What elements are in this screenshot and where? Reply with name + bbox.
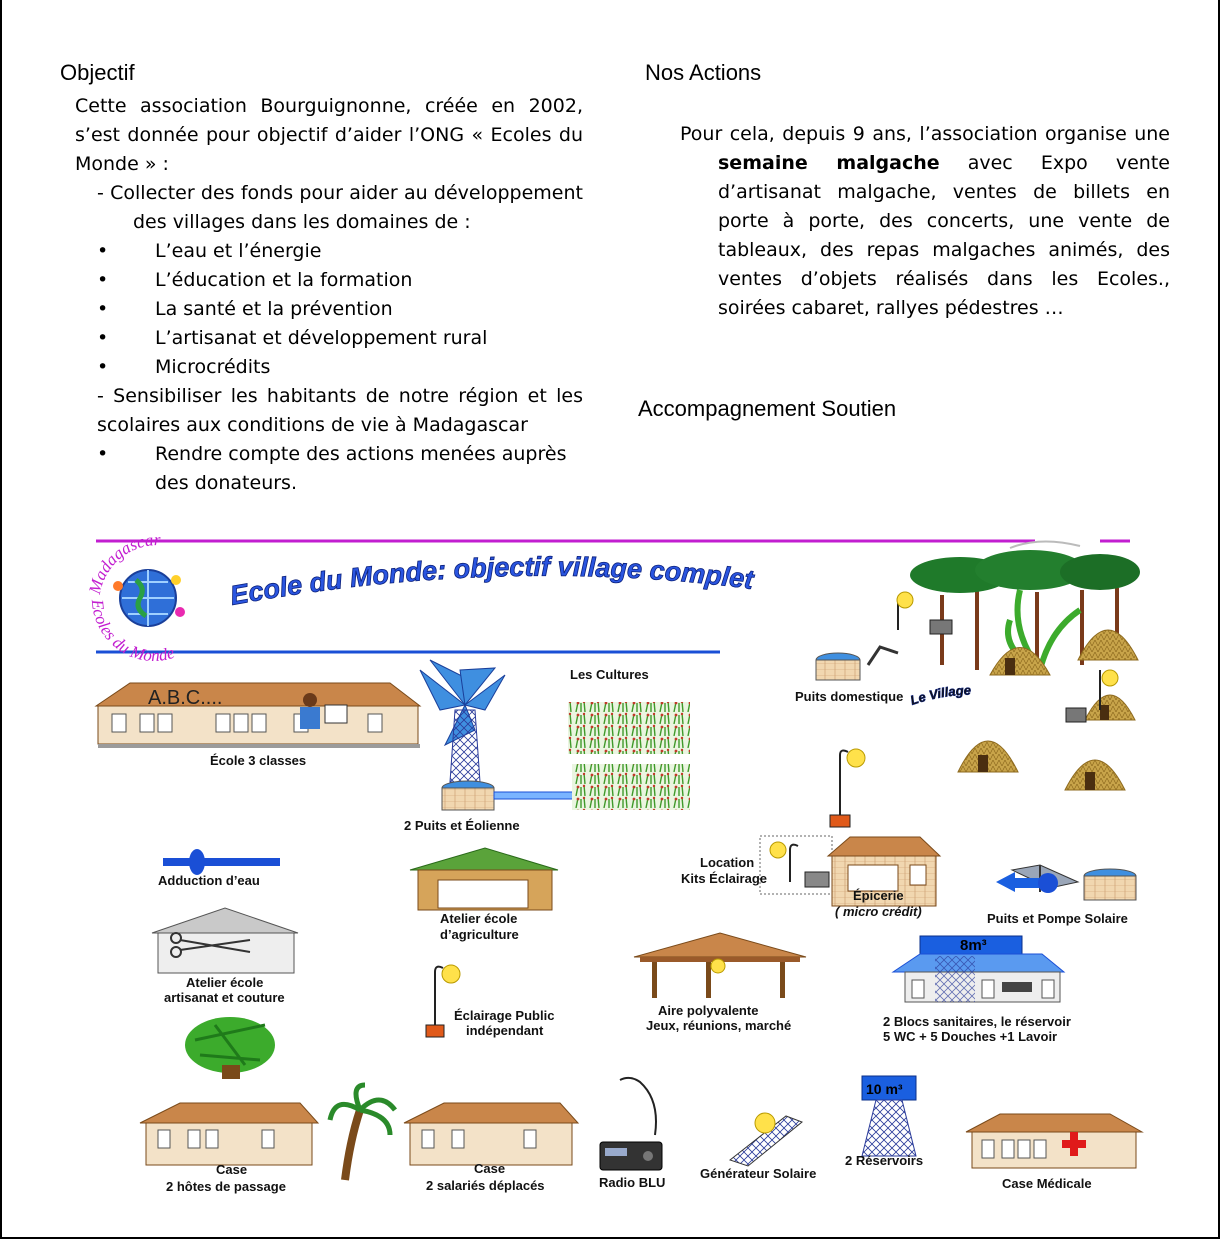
actions-paragraph — [680, 120, 1170, 323]
solar-pump-icon — [996, 865, 1136, 900]
case-hotes-label-2: 2 hôtes de passage — [166, 1179, 286, 1194]
village-diagram — [0, 520, 1220, 1239]
objectif-point-collect-text: - Collecter des fonds pour aider au développement des villages dans les domaines de : — [97, 182, 583, 233]
multipurpose-shelter — [634, 933, 806, 998]
lighting-kit-icon — [770, 842, 829, 887]
coconut-tree-icon — [330, 1085, 395, 1180]
aire-label-2: Jeux, réunions, marché — [646, 1018, 792, 1033]
reservoir-8m3-label: 8m³ — [960, 937, 987, 954]
palm-tree-icon — [185, 1017, 275, 1079]
sanitaires-label-1: 2 Blocs sanitaires, le réservoir — [883, 1014, 1071, 1029]
atelier-agri-label-1: Atelier école — [440, 911, 518, 926]
objectif-heading: Objectif — [60, 60, 135, 85]
report-list — [75, 440, 583, 498]
objectif-point-sensibiliser: - Sensibiliser les habitants de notre région et les scolaires aux conditions de vie à Madagascar — [97, 385, 583, 436]
reservoir-10m3-label: 10 m³ — [866, 1081, 903, 1097]
case-salaries-label-2: 2 salariés déplacés — [426, 1178, 545, 1193]
actions-text-before: Pour cela, depuis 9 ans, l’association organise une — [680, 123, 1170, 145]
battery-icon — [1066, 708, 1086, 722]
svg-text:Le Village — [908, 683, 971, 708]
logo-text-bottom: Ecoles du Monde — [87, 598, 177, 666]
hut-icon — [990, 648, 1050, 676]
location-label-2: Kits Éclairage — [681, 871, 767, 886]
diagram-title: Ecole du Monde: objectif village complet — [227, 551, 756, 611]
report-item: • Rendre compte des actions menées auprès des donateurs. — [75, 440, 583, 498]
actions-text-bold: semaine malgache — [718, 152, 940, 174]
crop-field — [568, 702, 690, 754]
puits-eolienne-label: 2 Puits et Éolienne — [404, 818, 520, 833]
staff-house-building — [404, 1103, 578, 1165]
cultures-label: Les Cultures — [570, 667, 649, 682]
objectif-point-collect — [75, 179, 583, 237]
soutien-heading: Accompagnement Soutien — [638, 396, 897, 421]
actions-heading: Nos Actions — [645, 60, 762, 85]
domestic-well-icon — [816, 647, 898, 680]
atelier-art-label-1: Atelier école — [186, 975, 264, 990]
medical-house-building — [966, 1114, 1142, 1168]
case-hotes-label-1: Case — [216, 1162, 248, 1177]
guest-house-building — [140, 1103, 318, 1165]
domain-item: • L’artisanat et développement rural — [75, 324, 583, 353]
eclairage-label-2: indépendant — [466, 1023, 544, 1038]
svg-text:Ecole du Monde: objectif vill — [228, 552, 756, 611]
reservoirs-label: 2 Réservoirs — [845, 1153, 924, 1168]
ecole-label: École 3 classes — [210, 753, 307, 768]
school-building — [96, 683, 420, 748]
adduction-label: Adduction d’eau — [158, 873, 260, 888]
radio-label: Radio BLU — [599, 1175, 666, 1190]
eclairage-label-1: Éclairage Public — [454, 1008, 555, 1023]
craft-workshop-building — [152, 908, 298, 973]
atelier-art-label-2: artisanat et couture — [164, 990, 285, 1005]
epicerie-label-1: Épicerie — [853, 888, 904, 903]
domain-item: • L’eau et l’énergie — [75, 237, 583, 266]
village-label: Le Village — [908, 682, 972, 708]
hut-icon — [1085, 695, 1135, 720]
battery-icon — [930, 620, 952, 634]
domain-item: • L’éducation et la formation — [75, 266, 583, 295]
atelier-agri-label-2: d’agriculture — [440, 927, 519, 942]
objectif-intro: Cette association Bourguignonne, créée en 2002, s’est donnée pour objectif d’aider l’ONG « Ecoles du Monde » : — [75, 95, 583, 175]
domain-item: • La santé et la prévention — [75, 295, 583, 324]
actions-section — [680, 120, 1170, 323]
pompe-solaire-label: Puits et Pompe Solaire — [987, 911, 1128, 926]
hut-icon — [1078, 630, 1138, 660]
epicerie-label-2: ( micro crédit) — [835, 904, 922, 919]
lamp-icon — [897, 592, 913, 630]
hut-icon — [1065, 760, 1125, 790]
solar-generator-icon — [730, 1113, 802, 1166]
sanitaires-label-2: 5 WC + 5 Douches +1 Lavoir — [883, 1029, 1058, 1044]
agriculture-workshop-building — [410, 848, 558, 910]
case-salaries-label-1: Case — [474, 1161, 506, 1176]
objectif-section — [75, 92, 583, 498]
ecoles-du-monde-logo — [85, 530, 185, 665]
generateur-label: Générateur Solaire — [700, 1166, 817, 1181]
crop-field — [572, 764, 690, 810]
street-lamp-icon — [830, 749, 865, 827]
domains-list — [75, 237, 583, 382]
aire-label-1: Aire polyvalente — [658, 1003, 759, 1018]
school-sign: A.B.C.... — [148, 687, 223, 709]
actions-text-after: avec Expo vente d’artisanat malgache, ventes de billets en porte à porte, des concerts, une vente de tableaux, des repas malgaches animés, des ventes d’objets réalisés dans les Ecoles., soirées cabaret, rallyes pédestres … — [718, 152, 1170, 319]
puits-domestique-label: Puits domestique — [795, 689, 904, 704]
hut-icon — [958, 741, 1018, 772]
domain-item: • Microcrédits — [75, 353, 583, 382]
case-medicale-label: Case Médicale — [1002, 1176, 1092, 1191]
logo-text-top: Madagascar — [85, 530, 161, 596]
water-pipe-icon — [163, 849, 280, 875]
radio-icon — [600, 1078, 662, 1170]
location-label-1: Location — [700, 855, 755, 870]
public-light-icon — [426, 965, 460, 1037]
